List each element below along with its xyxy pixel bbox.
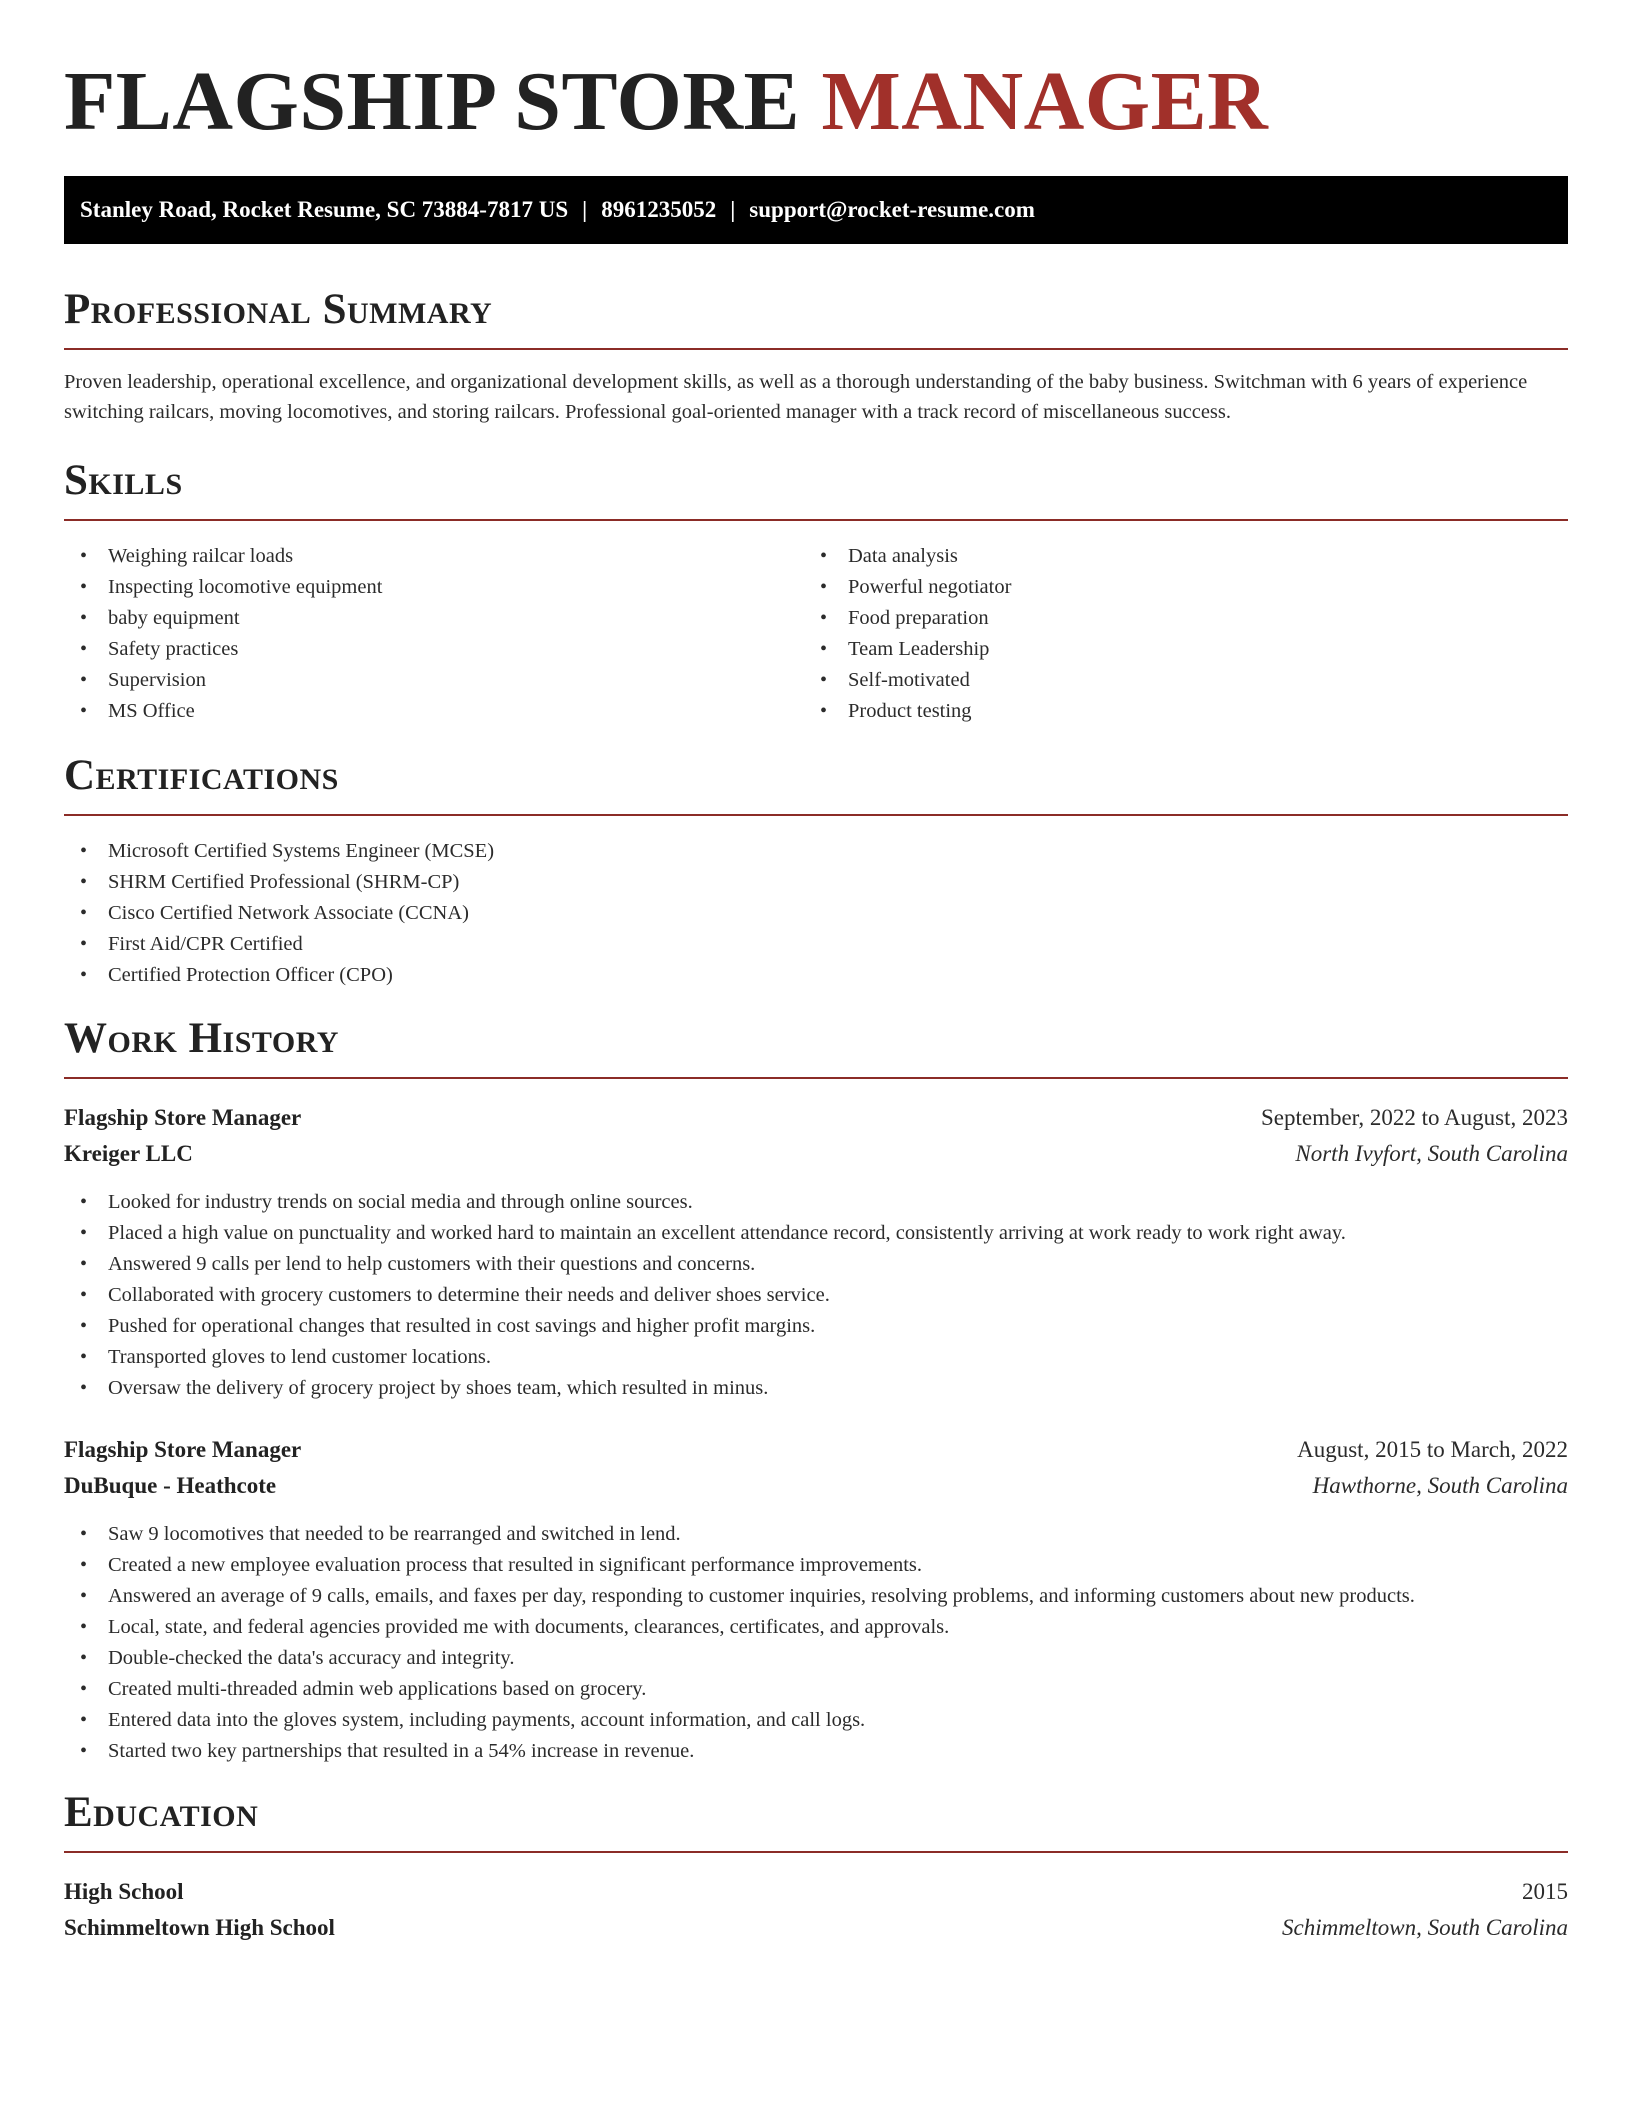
skill-item: • Weighing railcar loads [64,541,804,572]
education-section-title: Education [64,1787,1568,1853]
skills-list-left [64,541,804,727]
contact-bar [64,176,1568,244]
skill-item: • Powerful negotiator [804,572,1544,603]
summary-text: Proven leadership, operational excellence, and organizational development skills, as well as a thorough understanding of the baby business. Switchman with 6 years of experience switching railcars, moving locomotives, and storing railcars. Professional goal-oriented manager with a track record of miscellaneous success. [64,371,1528,423]
job-bullet: • Created multi-threaded admin web applications based on grocery. [64,1674,1568,1705]
resume-name-heading [64,52,1268,152]
skill-item: • Data analysis [804,541,1544,572]
job-bullet: • Double-checked the data's accuracy and integrity. [64,1643,1568,1674]
education-school: Schimmeltown High School [64,1915,335,1940]
skills-section-title: Skills [64,455,1568,521]
skill-item: • MS Office [64,696,804,727]
name-part-2: MANAGER [821,55,1269,148]
work-section-title: Work History [64,1013,1568,1079]
skill-item: • Team Leadership [804,634,1544,665]
job-dates: September, 2022 to August, 2023 [1260,1105,1568,1130]
contact-email: support@rocket-resume.com [749,197,1035,222]
skill-item: • Supervision [64,665,804,696]
skill-item: • Food preparation [804,603,1544,634]
summary-section-title: Professional Summary [64,284,1568,350]
job-bullets [64,1519,1568,1767]
job-header-row [64,1100,1568,1136]
certification-item: • Cisco Certified Network Associate (CCNA) [64,898,1568,929]
job-role: Flagship Store Manager [64,1105,302,1130]
job-company-row [64,1468,1568,1504]
certifications-list [64,836,1568,991]
job-company-row [64,1136,1568,1172]
certification-item: • First Aid/CPR Certified [64,929,1568,960]
job-location: Hawthorne, South Carolina [1312,1473,1568,1498]
job-bullet: • Oversaw the delivery of grocery project by shoes team, which resulted in minus. [64,1373,1568,1404]
job-bullet: • Answered an average of 9 calls, emails, and faxes per day, responding to customer inquiries, resolving problems, and informing customers about new products. [64,1581,1568,1612]
job-bullets [64,1187,1568,1404]
job-location: North Ivyfort, South Carolina [1295,1141,1568,1166]
skills-list-right [804,541,1544,727]
contact-separator: | [730,197,736,222]
job-bullet: • Created a new employee evaluation process that resulted in significant performance improvements. [64,1550,1568,1581]
education-degree: High School [64,1879,184,1904]
certification-item: • Microsoft Certified Systems Engineer (MCSE) [64,836,1568,867]
job-bullet: • Pushed for operational changes that resulted in cost savings and higher profit margins. [64,1311,1568,1342]
certifications-section-title: Certifications [64,750,1568,816]
job-bullet: • Transported gloves to lend customer locations. [64,1342,1568,1373]
certification-item: • SHRM Certified Professional (SHRM-CP) [64,867,1568,898]
job-bullet: • Collaborated with grocery customers to determine their needs and deliver shoes service. [64,1280,1568,1311]
contact-phone: 8961235052 [601,197,717,222]
education-header-row [64,1874,1568,1910]
job-bullet: • Local, state, and federal agencies provided me with documents, clearances, certificates, and approvals. [64,1612,1568,1643]
education-location: Schimmeltown, South Carolina [1281,1915,1568,1940]
education-school-row [64,1910,1568,1946]
job-header-row [64,1432,1568,1468]
job-bullet: • Saw 9 locomotives that needed to be rearranged and switched in lend. [64,1519,1568,1550]
contact-address: Stanley Road, Rocket Resume, SC 73884-7817 US [80,197,569,222]
job-bullet: • Answered 9 calls per lend to help customers with their questions and concerns. [64,1249,1568,1280]
job-bullet: • Placed a high value on punctuality and worked hard to maintain an excellent attendance record, consistently arriving at work ready to work right away. [64,1218,1568,1249]
skill-item: • Safety practices [64,634,804,665]
job-bullet: • Entered data into the gloves system, including payments, account information, and call logs. [64,1705,1568,1736]
skill-item: • Self-motivated [804,665,1544,696]
job-company: DuBuque - Heathcote [64,1473,277,1498]
skill-item: • baby equipment [64,603,804,634]
education-year: 2015 [1522,1879,1568,1904]
job-role: Flagship Store Manager [64,1437,302,1462]
job-company: Kreiger LLC [64,1141,193,1166]
name-part-1: FLAGSHIP STORE [64,55,801,148]
job-bullet: • Looked for industry trends on social media and through online sources. [64,1187,1568,1218]
job-bullet: • Started two key partnerships that resulted in a 54% increase in revenue. [64,1736,1568,1767]
skill-item: • Inspecting locomotive equipment [64,572,804,603]
certification-item: • Certified Protection Officer (CPO) [64,960,1568,991]
job-dates: August, 2015 to March, 2022 [1297,1437,1568,1462]
skill-item: • Product testing [804,696,1544,727]
contact-separator: | [582,197,588,222]
